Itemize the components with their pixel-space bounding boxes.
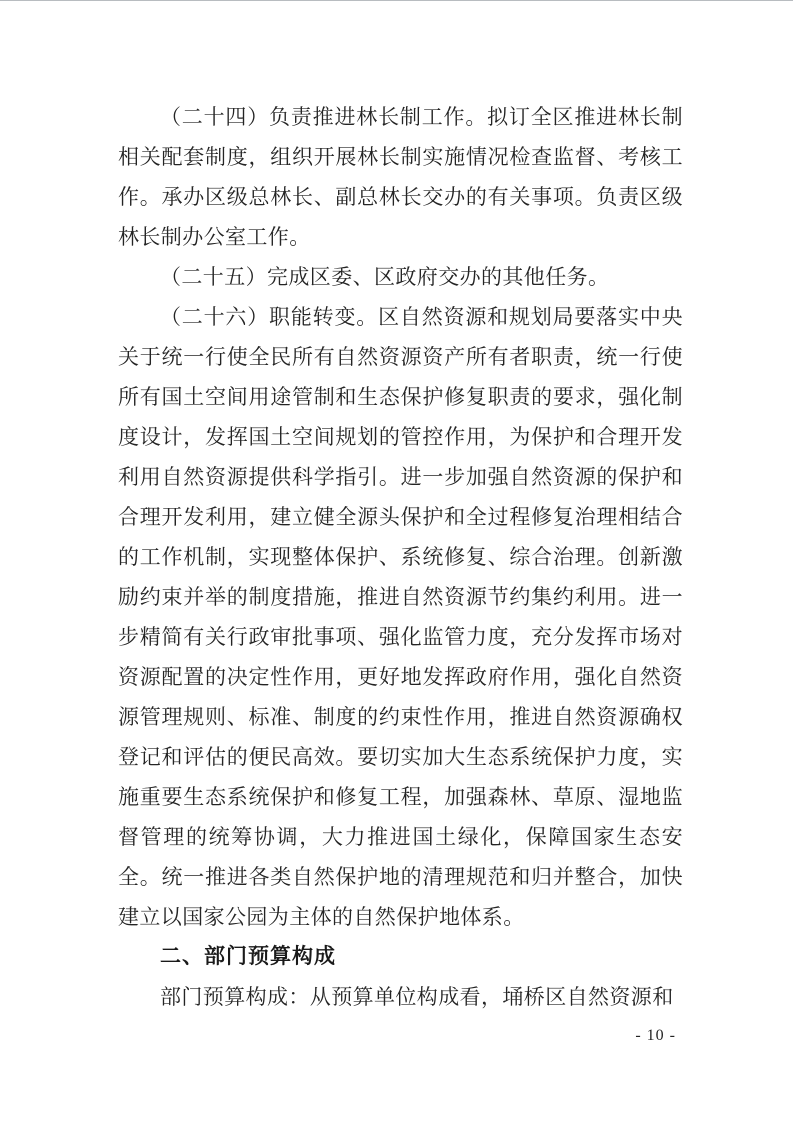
section-heading-budget-composition: 二、部门预算构成 <box>160 945 336 968</box>
page-content <box>118 97 683 1017</box>
paragraph-budget-composition-intro: 部门预算构成：从预算单位构成看，埇桥区自然资源和 <box>160 985 674 1009</box>
paragraph-item-25-other-tasks: （二十五）完成区委、区政府交办的其他任务。 <box>160 265 610 289</box>
paragraph-item-24-forest-chief-system: （二十四）负责推进林长制工作。拟订全区推进林长制相关配套制度，组织开展林长制实施情况检查监督、考核工作。承办区级总林长、副总林长交办的有关事项。负责区级林长制办公室工作。 <box>118 105 683 249</box>
page-number: - 10 - <box>635 1027 676 1044</box>
paragraph-item-26-function-transformation: （二十六）职能转变。区自然资源和规划局要落实中央关于统一行使全民所有自然资源资产所有者职责，统一行使所有国土空间用途管制和生态保护修复职责的要求，强化制度设计，发挥国土空间规划的管控作用，为保护和合理开发利用自然资源提供科学指引。进一步加强自然资源的保护和合理开发利用，建立健全源头保护和全过程修复治理相结合的工作机制，实现整体保护、系统修复、综合治理。创新激励约束并举的制度措施，推进自然资源节约集约利用。进一步精简有关行政审批事项、强化监管力度，充分发挥市场对资源配置的决定性作用，更好地发挥政府作用，强化自然资源管理规则、标准、制度的约束性作用，推进自然资源确权登记和评估的便民高效。要切实加大生态系统保护力度，实施重要生态系统保护和修复工程，加强森林、草原、湿地监督管理的统筹协调，大力推进国土绿化，保障国家生态安全。统一推进各类自然保护地的清理规范和归并整合，加快建立以国家公园为主体的自然保护地体系。 <box>118 305 683 929</box>
